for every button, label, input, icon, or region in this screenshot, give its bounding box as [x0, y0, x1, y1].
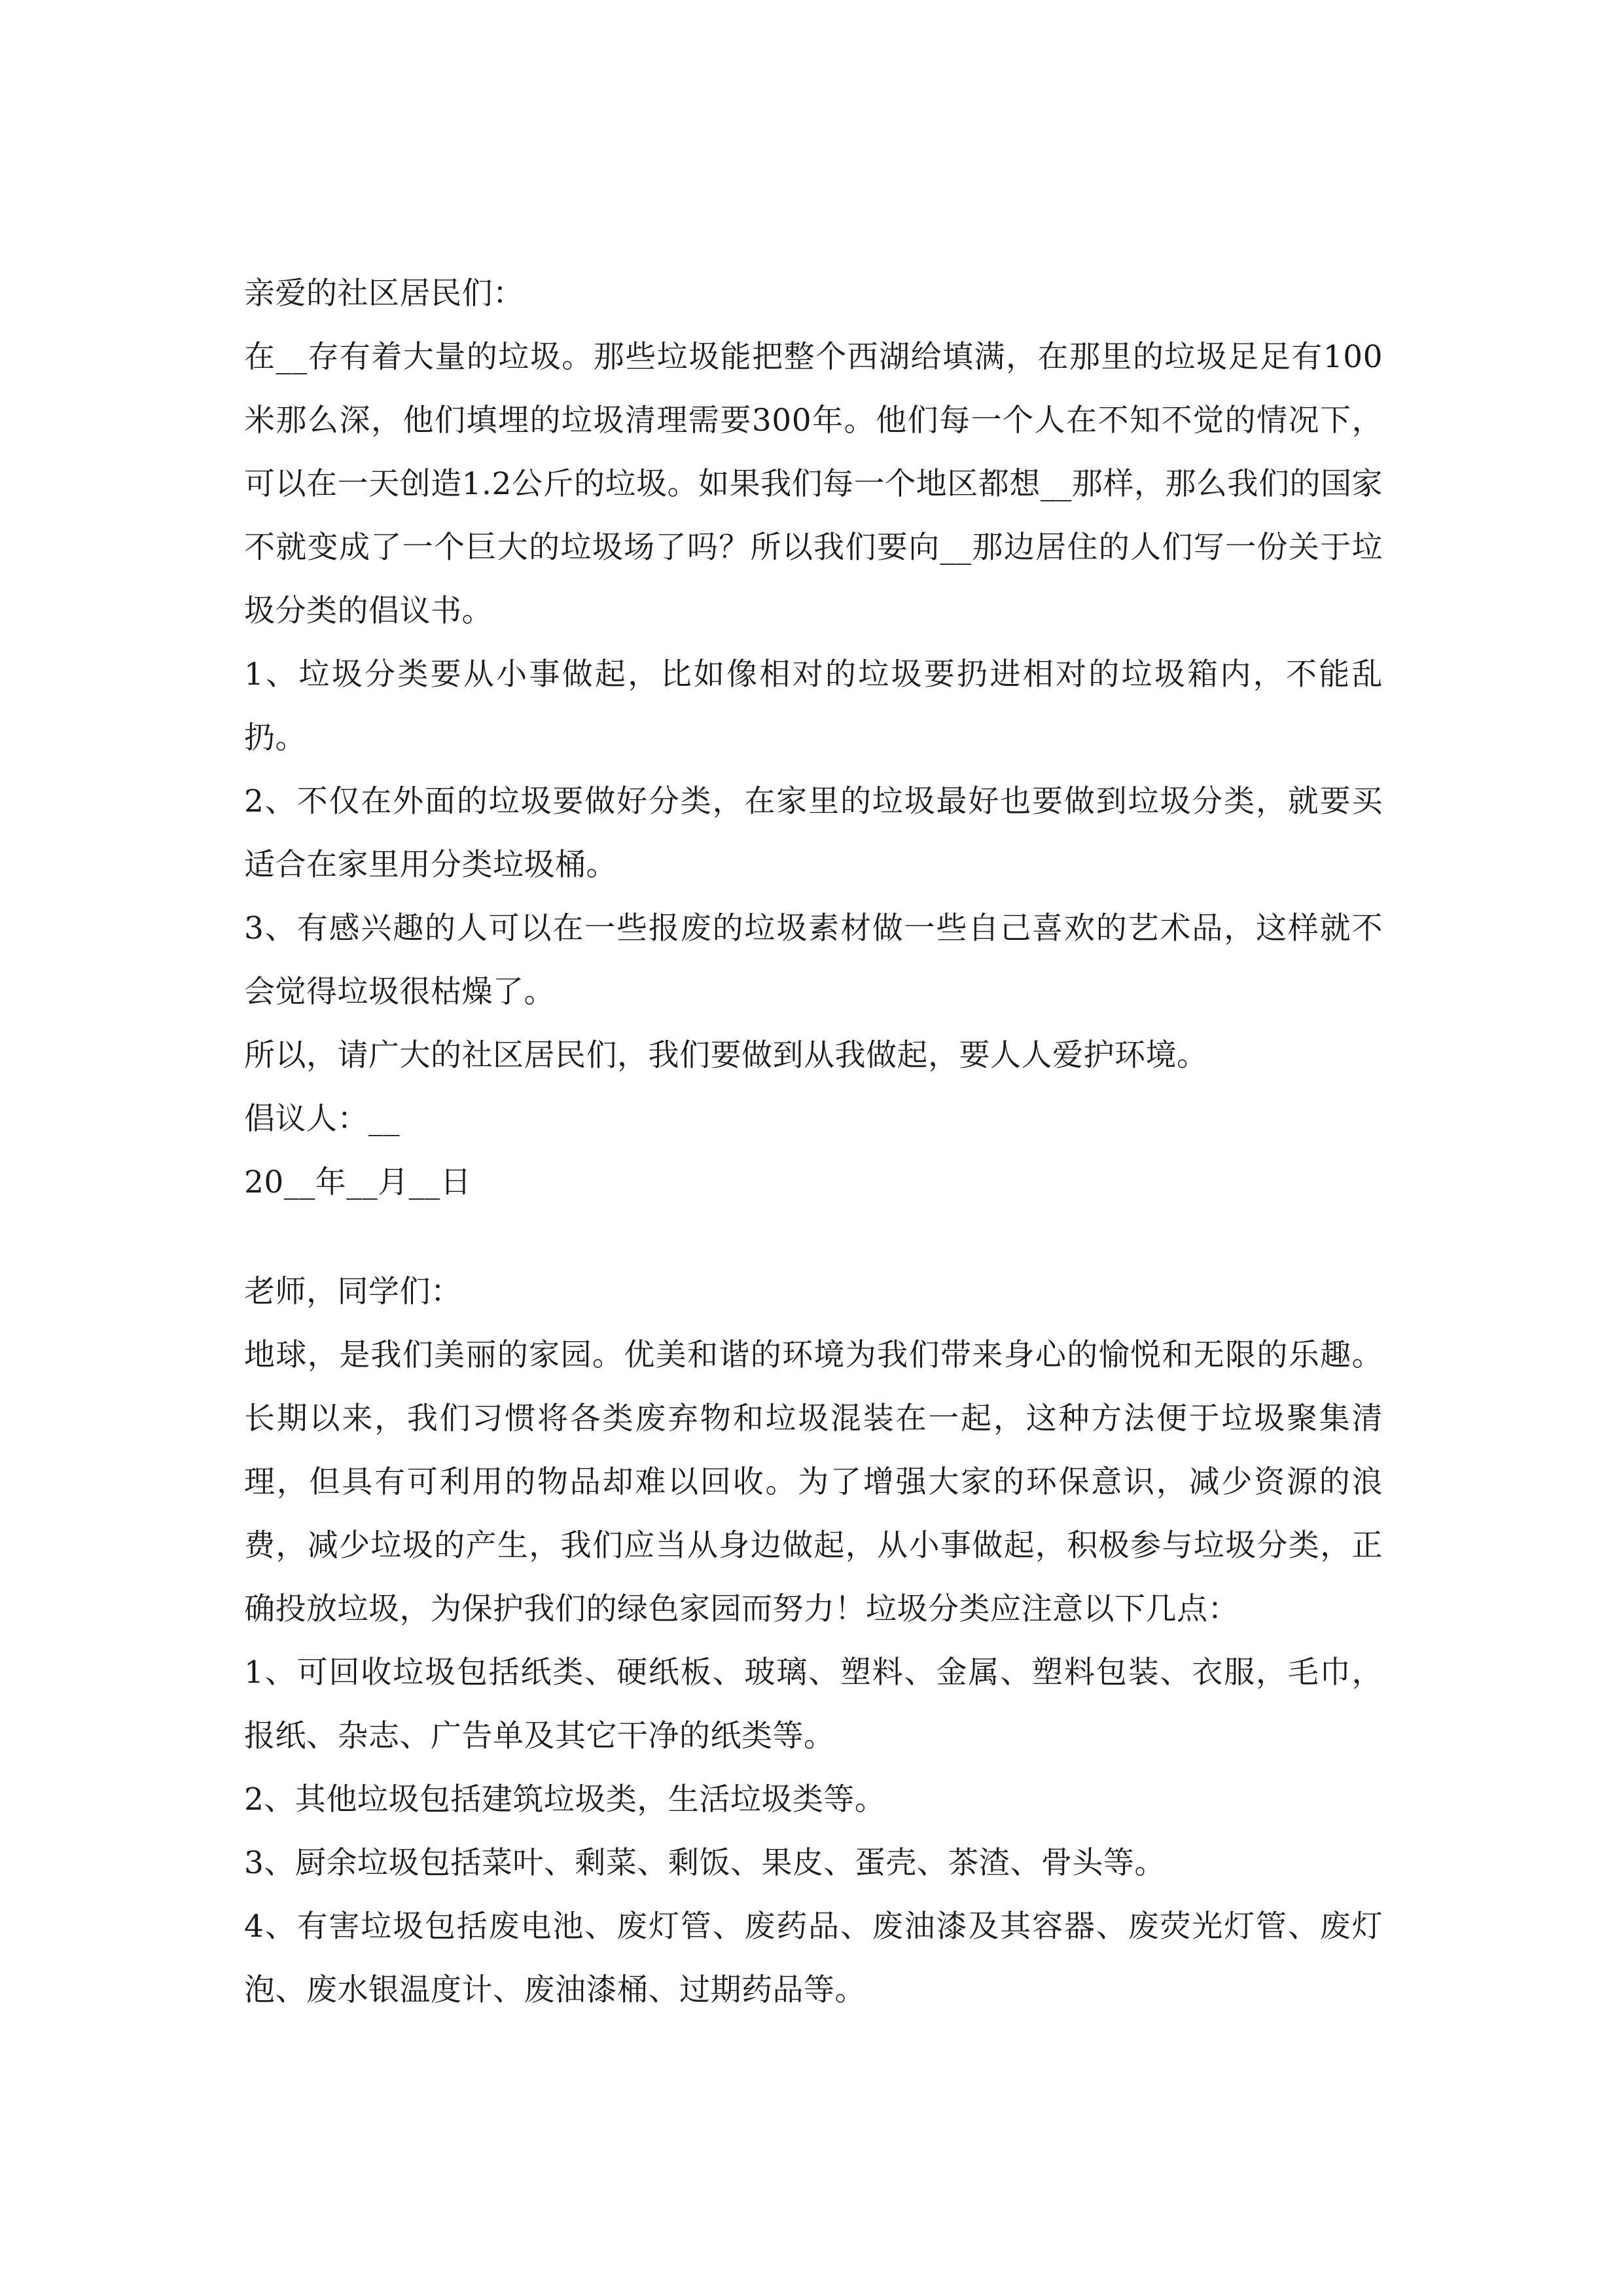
proposal-letter-2 [244, 1260, 1383, 2022]
document-page [244, 0, 1383, 2296]
letter1-paragraph: 在__存有着大量的垃圾。那些垃圾能把整个西湖给填满，在那里的垃圾足足有100米那么深，他们填埋的垃圾清理需要300年。他们每一个人在不知不觉的情况下，可以在一天创造1.2公斤的垃圾。如果我们每一个地区都想__那样，那么我们的国家不就变成了一个巨大的垃圾场了吗？所以我们要向__那边居住的人们写一份关于垃圾分类的倡议书。 [244, 339, 1383, 629]
letter1-date: 20__年__月__日 [244, 1164, 472, 1200]
letter2-item-1: 1、可回收垃圾包括纸类、硬纸板、玻璃、塑料、金属、塑料包装、衣服，毛巾，报纸、杂志、广告单及其它干净的纸类等。 [244, 1655, 1383, 1754]
letter1-signer: 倡议人：__ [244, 1101, 400, 1137]
letter2-salutation: 老师，同学们： [244, 1274, 462, 1310]
letter1-item-1: 1、垃圾分类要从小事做起，比如像相对的垃圾要扔进相对的垃圾箱内，不能乱扔。 [244, 656, 1383, 756]
letter2-item-2: 2、其他垃圾包括建筑垃圾类，生活垃圾类等。 [244, 1782, 886, 1818]
letter2-paragraph: 地球，是我们美丽的家园。优美和谐的环境为我们带来身心的愉悦和无限的乐趣。长期以来，我们习惯将各类废弃物和垃圾混装在一起，这种方法便于垃圾聚集清理，但具有可利用的物品却难以回收。为了增强大家的环保意识，减少资源的浪费，减少垃圾的产生，我们应当从身边做起，从小事做起，积极参与垃圾分类，正确投放垃圾，为保护我们的绿色家园而努力！垃圾分类应注意以下几点： [244, 1337, 1383, 1627]
letter1-item-3: 3、有感兴趣的人可以在一些报废的垃圾素材做一些自己喜欢的艺术品，这样就不会觉得垃圾很枯燥了。 [244, 910, 1383, 1010]
letter1-salutation: 亲爱的社区居民们： [244, 276, 524, 312]
letter1-item-2: 2、不仅在外面的垃圾要做好分类，在家里的垃圾最好也要做到垃圾分类，就要买适合在家里用分类垃圾桶。 [244, 783, 1383, 883]
letter1-closing: 所以，请广大的社区居民们，我们要做到从我做起，要人人爱护环境。 [244, 1037, 1208, 1073]
letter2-item-3: 3、厨余垃圾包括菜叶、剩菜、剩饭、果皮、蛋壳、茶渣、骨头等。 [244, 1845, 1166, 1881]
letter2-item-4: 4、有害垃圾包括废电池、废灯管、废药品、废油漆及其容器、废荧光灯管、废灯泡、废水银温度计、废油漆桶、过期药品等。 [244, 1909, 1383, 2008]
proposal-letter-1 [244, 262, 1383, 1214]
